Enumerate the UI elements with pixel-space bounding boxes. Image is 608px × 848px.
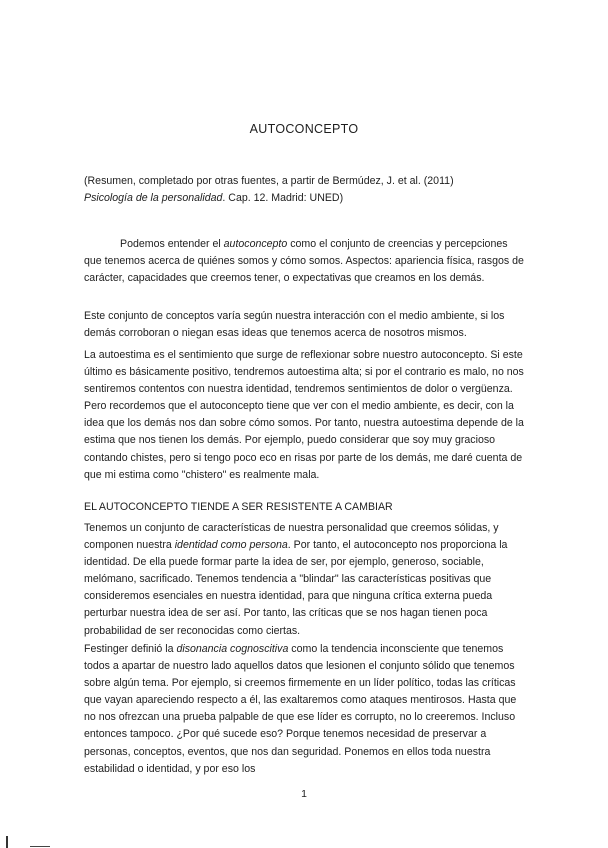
reference-line-1: (Resumen, completado por otras fuentes, a partir de Bermúdez, J. et al. (2011)	[84, 175, 454, 187]
paragraph-autoestima	[84, 347, 524, 484]
p4-term-identidad: identidad como persona	[174, 539, 288, 552]
paragraph-interaction	[84, 308, 524, 342]
paragraph-identidad	[84, 520, 524, 640]
p1-text-before: Podemos entender el	[120, 238, 224, 250]
p1-term-autoconcepto: autoconcepto	[223, 238, 288, 250]
p5-term-disonancia: disonancia cognoscitiva	[176, 643, 289, 655]
scan-edge-line	[30, 846, 50, 847]
p4-text-before: Tenemos un conjunto de características de nuestra personalidad que creemos sólidas, y componen nuestra	[84, 522, 499, 552]
scan-edge-mark	[6, 836, 8, 848]
p2-text: Este conjunto de conceptos varía según nuestra interacción con el medio ambiente, si los demás corroboran o niegan esas ideas que tenemos acerca de nosotros mismos.	[84, 310, 505, 340]
p3-text: La autoestima es el sentimiento que surge de reflexionar sobre nuestro autoconcepto. Si este último es básicamente positivo, tendremos autoestima alta; si por el contrario es malo, no nos sentiremos contentos con nuestra identidad, tendremos sentimientos de dolor o vergüenza. Pero recordemos que el autoconcepto tiene que ver con el medio ambiente, es decir, con la idea que los demás nos dan sobre cómo somos. Por tanto, nuestra autoestima depende de la estima que nos tienen los demás. Por ejemplo, puedo considerar que soy muy gracioso contando chistes, pero si tengo poco eco en risas por parte de los demás, me daré cuenta de que mi estima como "chistero" es realmente mala.	[84, 349, 524, 481]
p5-text-before: Festinger definió la	[84, 643, 177, 655]
reference-line-2: . Cap. 12. Madrid: UNED)	[222, 192, 344, 205]
paragraph-disonancia	[84, 641, 524, 778]
p4-text-after: . Por tanto, el autoconcepto nos proporciona la identidad. De ella puede formar parte la idea de ser, por ejemplo, generoso, sociable, melómano, sacrificado. Tenemos tendencia a "blindar" las características positivas que consideremos esenciales en nuestra identidad, para que ninguna crítica externa pueda perturbar nuestra idea de ser así. Por tanto, las críticas que se nos hagan tienen poca probabilidad de ser reconocidas como ciertas.	[84, 539, 508, 637]
page-number: 1	[301, 788, 307, 800]
paragraph-autoconcepto-definition	[84, 236, 524, 287]
p1-text-after: como el conjunto de creencias y percepciones que tenemos acerca de quiénes somos y cómo somos. Aspectos: apariencia física, rasgos de carácter, capacidades que creemos tener, o expectativas que creamos en los demás.	[84, 238, 524, 285]
p5-text-after: como la tendencia inconsciente que tenemos todos a apartar de nuestro lado aquellos datos que lesionen el conjunto sólido que tenemos sobre algún tema. Por ejemplo, si creemos firmemente en un líder político, todas las críticas que vayan apareciendo respecto a él, las exaltaremos como ataques mentirosos. Hasta que no nos ofrezcan una prueba palpable de que ese líder es corrupto, no lo creeremos. Incluso entonces tampoco. ¿Por qué sucede eso? Porque tenemos necesidad de preservar a personas, conceptos, eventos, que nos dan seguridad. Ponemos en ellos toda nuestra estabilidad o identidad, y por eso los	[84, 643, 517, 775]
document-title: AUTOCONCEPTO	[249, 122, 359, 136]
reference-book-title: Psicología de la personalidad	[84, 192, 223, 205]
section-heading: EL AUTOCONCEPTO TIENDE A SER RESISTENTE A CAMBIAR	[84, 501, 393, 513]
source-reference	[84, 173, 524, 207]
